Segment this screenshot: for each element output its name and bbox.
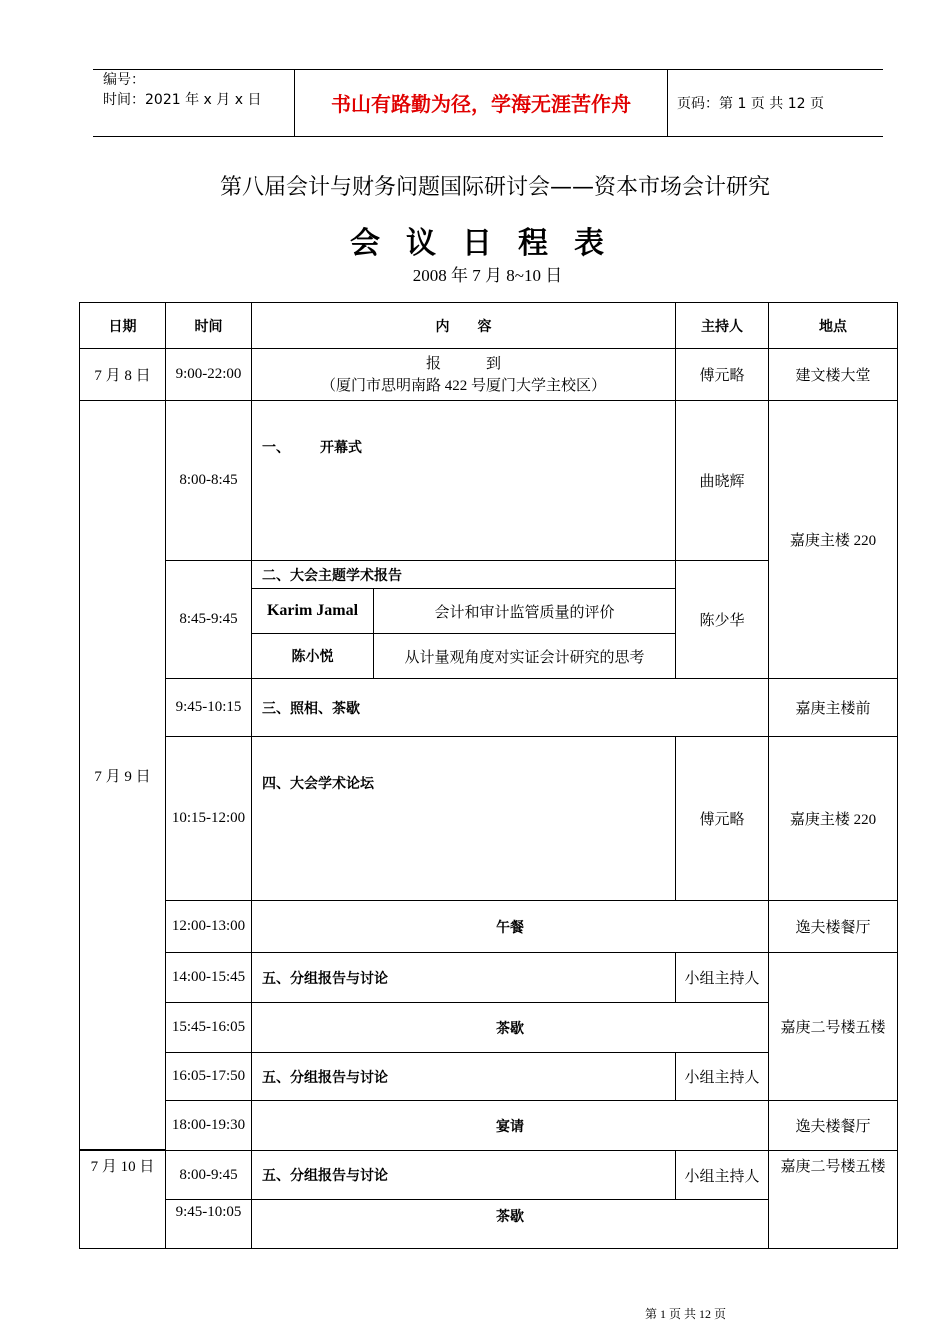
day1-place: 建文楼大堂: [768, 348, 898, 401]
forum-title: 四、大会学术论坛: [251, 736, 676, 901]
keynote-speaker-1: Karim Jamal: [251, 588, 374, 634]
day1-content: [251, 348, 676, 401]
schedule-title: 会议日程表: [350, 226, 630, 261]
photo-title: 三、照相、茶歇: [251, 678, 769, 737]
group2-host: 小组主持人: [675, 1052, 769, 1101]
photo-place: 嘉庚主楼前: [768, 678, 898, 737]
col-header-time: 时间: [165, 302, 252, 349]
col-header-content-text: 内 容: [435, 318, 492, 335]
opening-host: 曲晓辉: [675, 400, 769, 561]
afternoon-place: 嘉庚二号楼五楼: [768, 952, 898, 1101]
header-divider-2: [667, 69, 668, 136]
opening-title: 开幕式: [320, 440, 362, 456]
lunch-title: 午餐: [251, 900, 769, 953]
col-header-date: 日期: [79, 302, 166, 349]
col-header-place: 地点: [768, 302, 898, 349]
forum-time: 10:15-12:00: [165, 736, 252, 901]
keynote-speaker-2: 陈小悦: [251, 633, 374, 679]
banquet-place: 逸夫楼餐厅: [768, 1100, 898, 1151]
forum-place: 嘉庚主楼 220: [768, 736, 898, 901]
motto: 书山有路勤为径，学海无涯苦作舟: [331, 92, 631, 116]
group2-title: 五、分组报告与讨论: [251, 1052, 676, 1101]
header-bottom-rule: [93, 136, 883, 137]
keynote-title: 二、大会主题学术报告: [251, 560, 676, 589]
day3-group-time: 8:00-9:45: [165, 1150, 252, 1200]
keynote-time: 8:45-9:45: [165, 560, 252, 679]
number-label: 编号：: [103, 72, 145, 88]
col-header-host: 主持人: [675, 302, 769, 349]
lunch-time: 12:00-13:00: [165, 900, 252, 953]
day1-time: 9:00-22:00: [165, 348, 252, 401]
group1-host: 小组主持人: [675, 952, 769, 1003]
day3-tea-title: 茶歇: [251, 1199, 769, 1249]
conference-dates: 2008 年 7 月 8~10 日: [412, 266, 563, 285]
keynote-topic-1: 会计和审计监管质量的评价: [373, 588, 676, 634]
day3-group-host: 小组主持人: [675, 1150, 769, 1200]
registration-label: 报 到: [425, 355, 501, 372]
banquet-time: 18:00-19:30: [165, 1100, 252, 1151]
banquet-title: 宴请: [251, 1100, 769, 1151]
registration-address: （厦门市思明南路 422 号厦门大学主校区）: [320, 377, 606, 394]
day1-host: 傅元略: [675, 348, 769, 401]
col-header-content: [251, 302, 676, 349]
group2-time: 16:05-17:50: [165, 1052, 252, 1101]
tea-title: 茶歇: [251, 1002, 769, 1053]
day3-group-title: 五、分组报告与讨论: [251, 1150, 676, 1200]
group1-time: 14:00-15:45: [165, 952, 252, 1003]
lunch-place: 逸夫楼餐厅: [768, 900, 898, 953]
group1-title: 五、分组报告与讨论: [251, 952, 676, 1003]
day1-date: 7 月 8 日: [79, 348, 166, 401]
forum-host: 傅元略: [675, 736, 769, 901]
day3-date: 7 月 10 日: [79, 1150, 166, 1249]
day3-tea-time: 9:45-10:05: [165, 1199, 252, 1249]
page-label: 页码：第 1 页 共 12 页: [677, 96, 824, 112]
header-top-rule: [93, 69, 883, 70]
keynote-host: 陈少华: [675, 560, 769, 679]
day2-date: 7 月 9 日: [79, 400, 166, 1150]
morning-place: 嘉庚主楼 220: [768, 400, 898, 679]
opening-time: 8:00-8:45: [165, 400, 252, 561]
opening-content: [251, 400, 676, 561]
conference-title: 第八届会计与财务问题国际研讨会——资本市场会计研究: [219, 175, 770, 200]
day3-place: 嘉庚二号楼五楼: [768, 1150, 898, 1249]
footer-page-number: 第 1 页 共 12 页: [645, 1307, 727, 1321]
opening-num: 一、: [262, 440, 290, 456]
keynote-topic-2: 从计量观角度对实证会计研究的思考: [373, 633, 676, 679]
time-label: 时间：2021 年 x 月 x 日: [103, 92, 262, 108]
photo-time: 9:45-10:15: [165, 678, 252, 737]
tea-time: 15:45-16:05: [165, 1002, 252, 1053]
